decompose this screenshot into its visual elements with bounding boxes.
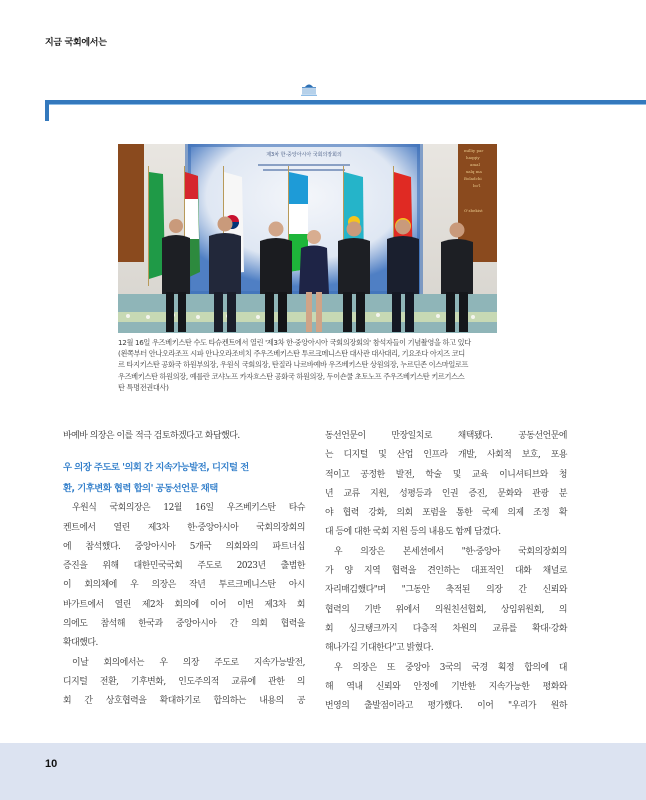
body-text-line: 협력의 기반 위에서 의원친선협회, 상임위원회, 의: [325, 604, 567, 615]
body-text-line: 디지털 전환, 기후변화, 인도주의적 교류에 관한 의: [63, 676, 305, 687]
body-text-line: 우 의장은 본세션에서 "한·중앙아 국회의장회의: [334, 546, 567, 557]
page-number: 10: [45, 758, 58, 770]
body-text-line: 야 협력 강화, 의회 포럼을 통한 국제 의제 조정 확: [325, 508, 567, 519]
subheading-line: 우 의장 주도로 '의회 간 지속가능발전, 디지털 전: [63, 462, 249, 474]
body-text-line: 우원식 국회의장은 12월 16일 우즈베키스탄 타슈: [72, 503, 305, 514]
body-text-line: 이날 회의에서는 우 의장 주도로 지속가능발전,: [72, 657, 305, 668]
body-text-line: 확대했다.: [63, 638, 98, 649]
svg-text:제3차 한·중앙아시아 국회의장회의: 제3차 한·중앙아시아 국회의장회의: [266, 152, 342, 158]
paragraph: [325, 543, 567, 659]
paragraph: [325, 427, 567, 543]
header-rule-corner: [45, 100, 49, 121]
body-text-line: 해 역내 신뢰와 안정에 기반한 지속가능한 평화와: [325, 681, 567, 692]
paragraph: [63, 499, 305, 653]
body-text-line: 에 참석했다. 중앙아시아 5개국 의회와의 파트너십: [63, 541, 305, 552]
svg-text:xalq ma: xalq ma: [466, 169, 482, 174]
body-text-line: 자리매김했다"며 "그동안 축적된 의장 간 신뢰와: [325, 585, 567, 596]
body-text-line: 회 간 상호협력을 확대하기로 합의하는 내용의 공: [63, 696, 305, 707]
caption-line: 12월 16일 우즈베키스탄 수도 타슈켄트에서 열린 '제3차 한·중앙아시아 국회의장회의' 참석자들이 기념촬영을 하고 있다: [118, 338, 471, 347]
body-text-line: 적이고 공정한 발전, 학술 및 교육 이니셔티브와 청: [325, 469, 567, 480]
body-text-line: 년 교류 지원, 성평등과 인권 증진, 문화와 관광 분: [325, 488, 567, 499]
body-text-line: 가 양 지역 협력을 견인하는 대표적인 대화 채널로: [325, 566, 567, 577]
body-text-line: 켄트에서 열린 제3차 한·중앙아시아 국회의장회의: [63, 522, 305, 533]
svg-text:milliy par: milliy par: [464, 148, 484, 153]
body-text-line: 번영의 출발점이라고 평가했다. 이어 "우리가 원하: [325, 701, 567, 712]
body-text-line: 우 의장은 또 중앙아 3국의 국경 획정 합의에 대: [334, 662, 567, 673]
body-text-line: 바예바 의장은 이를 적극 검토하겠다고 화답했다.: [63, 431, 240, 441]
caption-line: (왼쪽부터 안나오라조프 시파 안나오라조비치 주우즈베키스탄 투르크메니스탄 대사관 대사대리, 기요조다 아지즈 코디: [118, 349, 465, 359]
body-text-line: 동선언문이 만장일치로 채택됐다. 공동선언문에: [325, 431, 567, 441]
article-column-right: [325, 427, 567, 716]
paragraph: [63, 654, 305, 712]
body-text-line: 의에도 참석해 한국과 중앙아시아 간 의회 협력을: [63, 619, 305, 630]
svg-text:Boladchi: Boladchi: [464, 176, 482, 181]
body-text-line: 해나가길 기대한다"고 밝혔다.: [325, 643, 434, 654]
caption-line: 탄 특명전권대사): [118, 382, 169, 392]
national-assembly-building-icon: [299, 82, 319, 97]
caption-line: 르 타지키스탄 공화국 하원부의장, 우원식 국회의장, 탄질라 나르바예바 우즈베키스탄 상원의장, 누르딘존 이스마일로프: [118, 360, 469, 370]
subheading-line: 환, 기후변화 협력 합의' 공동선언문 채택: [63, 483, 218, 495]
body-text-line: 는 디지털 및 산업 인프라 개발, 사회적 보호, 포용: [325, 450, 567, 461]
section-label: 지금 국회에서는: [45, 38, 107, 48]
body-text-line: 회 싱크탱크까지 다층적 차원의 교류를 확대·강화: [325, 623, 567, 634]
body-text-line: 대 등에 대한 국회 지원 등의 내용도 함께 담겼다.: [325, 527, 501, 538]
paragraph: [325, 659, 567, 717]
svg-text:O'zbekist: O'zbekist: [464, 208, 483, 213]
body-text-line: 이 회의체에 우 의장은 작년 투르크메니스탄 아시: [63, 580, 305, 591]
group-photo-illustration: [118, 144, 497, 333]
delegation-photo: [118, 144, 497, 333]
photo-caption: [118, 337, 503, 393]
svg-text:haqqiy: haqqiy: [466, 155, 480, 160]
header-rule: [45, 100, 646, 105]
svg-text:amal: amal: [470, 162, 480, 167]
body-text-line: 바가트에서 열린 제2차 회의에 이어 이번 제3차 회: [63, 599, 305, 610]
subheading: [63, 457, 305, 499]
article-column-left: [63, 427, 305, 712]
body-text-line: 증진을 위해 대한민국국회 주도로 2023년 출범한: [63, 561, 305, 572]
svg-text:bo'l: bo'l: [473, 183, 481, 188]
caption-line: 우즈베키스탄 하원의장, 예를란 코샤노프 카자흐스탄 공화국 하원의장, 두이숀쿨 초토노프 주우즈베키스탄 키르기스스: [118, 371, 465, 381]
page-footer: [0, 743, 646, 800]
